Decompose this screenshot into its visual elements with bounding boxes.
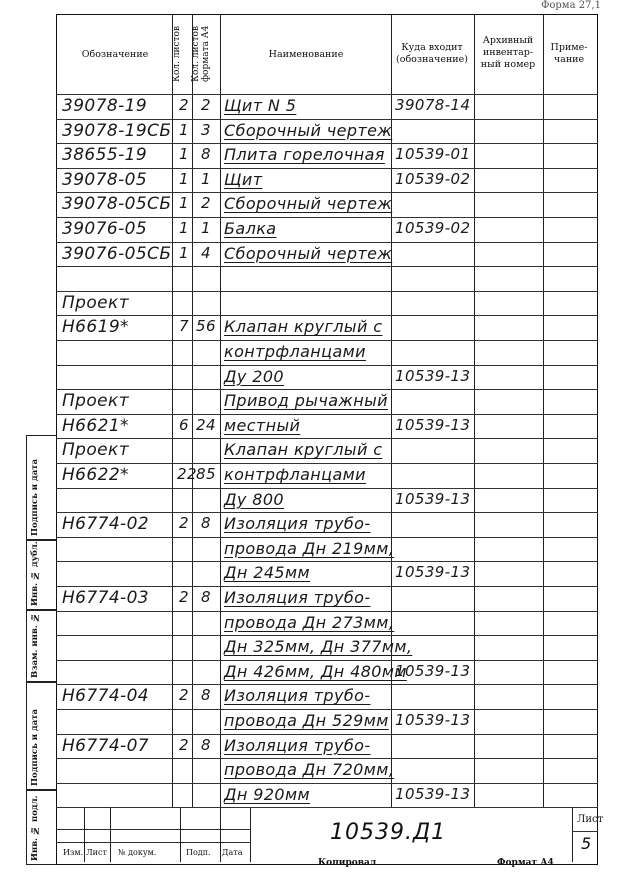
row-sheet-count: 1 bbox=[179, 243, 189, 262]
row-used-in: 10539-13 bbox=[395, 661, 471, 680]
row-sheet-count: 1 bbox=[179, 219, 189, 237]
row-a4-count: 8 bbox=[201, 145, 211, 164]
column-divider bbox=[220, 14, 221, 807]
row-divider bbox=[56, 537, 598, 538]
header-oboznachenie: Обозначение bbox=[81, 49, 149, 61]
row-a4-count: 1 bbox=[201, 169, 211, 188]
row-sheet-count: 2 bbox=[179, 514, 189, 533]
stamp-column-divider bbox=[250, 807, 251, 862]
row-name: Сборочный чертеж bbox=[224, 194, 393, 214]
row-designation: 39076-05 bbox=[62, 219, 148, 239]
row-designation: Н6621* bbox=[62, 415, 129, 436]
row-a4-count: 2 bbox=[201, 194, 211, 213]
row-name: контрфланцами bbox=[224, 465, 366, 484]
row-name: Дн 325мм, Дн 377мм, bbox=[224, 637, 413, 657]
row-used-in: 10539-13 bbox=[395, 415, 471, 434]
row-a4-count: 4 bbox=[201, 243, 211, 262]
row-name: Ду 800 bbox=[224, 489, 284, 509]
row-divider bbox=[56, 340, 598, 341]
row-divider bbox=[56, 709, 598, 710]
row-divider bbox=[56, 192, 598, 193]
row-a4-count: 3 bbox=[201, 120, 211, 139]
document-designation: 10539.Д1 bbox=[330, 820, 447, 845]
row-divider bbox=[56, 684, 598, 685]
row-divider bbox=[56, 168, 598, 169]
row-used-in: 10539-02 bbox=[395, 219, 471, 237]
row-sheet-count: 7 bbox=[179, 317, 189, 336]
row-a4-count: 8 bbox=[201, 514, 211, 533]
row-divider bbox=[56, 119, 598, 120]
row-sheet-count: 1 bbox=[179, 194, 189, 213]
stamp-column-divider bbox=[84, 807, 85, 862]
row-name: Балка bbox=[224, 219, 277, 238]
header-primechanie: Приме- чание bbox=[550, 42, 588, 65]
row-divider bbox=[56, 242, 598, 243]
stamp-column-divider bbox=[220, 807, 221, 862]
header-naimenovanie: Наименование bbox=[268, 49, 344, 61]
sheet-divider bbox=[572, 831, 598, 832]
row-name: Изоляция трубо- bbox=[224, 686, 371, 706]
row-a4-count: 85 bbox=[196, 465, 216, 483]
column-divider bbox=[172, 14, 173, 807]
row-used-in: 10539-13 bbox=[395, 563, 471, 582]
sheet-label: Лист bbox=[577, 814, 604, 825]
row-name: провода Дн 529мм bbox=[224, 711, 389, 730]
sheet-number: 5 bbox=[581, 834, 592, 853]
row-name: провода Дн 219мм, bbox=[224, 538, 395, 558]
row-name: Плита горелочная bbox=[224, 145, 385, 165]
stamp-podp: Подп. bbox=[186, 848, 211, 857]
row-sheet-count: 2 bbox=[179, 588, 189, 606]
row-designation: Проект bbox=[62, 391, 130, 412]
row-sheet-count: 6 bbox=[179, 415, 189, 434]
row-divider bbox=[56, 266, 598, 267]
stamp-izm: Изм. bbox=[63, 848, 84, 857]
row-divider bbox=[56, 586, 598, 587]
row-name: Привод рычажный bbox=[224, 391, 388, 411]
row-sheet-count: 2 bbox=[179, 96, 189, 114]
row-name: Щит bbox=[224, 169, 263, 189]
row-a4-count: 56 bbox=[196, 317, 216, 336]
row-sheet-count: 22 bbox=[177, 465, 197, 483]
row-designation: Н6619* bbox=[62, 317, 129, 338]
row-designation: Проект bbox=[62, 292, 130, 313]
row-divider bbox=[56, 291, 598, 292]
row-divider bbox=[56, 734, 598, 735]
row-divider bbox=[56, 315, 598, 316]
row-name: Изоляция трубо- bbox=[224, 514, 371, 534]
row-divider bbox=[56, 463, 598, 464]
side-stamp-label: Подпись и дата bbox=[30, 458, 40, 536]
stamp-column-divider bbox=[572, 807, 573, 862]
column-divider bbox=[192, 14, 193, 807]
row-name: Дн 920мм bbox=[224, 784, 310, 804]
row-designation: 38655-19 bbox=[62, 145, 148, 166]
row-name: Клапан круглый с bbox=[224, 440, 383, 460]
header-kol-listov: Кол. листов bbox=[172, 25, 182, 83]
header-kuda-vhodit: Куда входит (обозначение) bbox=[396, 42, 468, 65]
stamp-column-divider bbox=[110, 807, 111, 862]
row-divider bbox=[56, 660, 598, 661]
stamp-n-dokum: № докум. bbox=[118, 848, 157, 857]
row-divider bbox=[56, 365, 598, 366]
row-a4-count: 8 bbox=[201, 686, 211, 705]
row-sheet-count: 2 bbox=[179, 735, 189, 754]
header-arhivny: Архивный инвентар- ный номер bbox=[480, 35, 536, 70]
header-kol-listov-a4: Кол. листов формата А4 bbox=[191, 25, 211, 83]
row-designation: 39078-19СБ bbox=[62, 120, 172, 141]
row-divider bbox=[56, 414, 598, 415]
row-divider bbox=[56, 611, 598, 612]
row-name: контрфланцами bbox=[224, 342, 366, 361]
row-used-in: 10539-13 bbox=[395, 489, 471, 508]
row-a4-count: 1 bbox=[201, 219, 211, 237]
column-divider bbox=[543, 14, 544, 807]
stamp-data: Дата bbox=[222, 848, 243, 857]
stamp-list: Лист bbox=[86, 848, 107, 857]
row-a4-count: 8 bbox=[201, 588, 211, 606]
row-divider bbox=[56, 561, 598, 562]
side-stamp-label: Взам. инв. № bbox=[30, 612, 40, 678]
row-name: провода Дн 273мм, bbox=[224, 612, 395, 632]
row-used-in: 10539-13 bbox=[395, 366, 471, 385]
row-a4-count: 24 bbox=[196, 415, 216, 434]
side-stamp-label: Подпись и дата bbox=[30, 708, 40, 786]
row-name: местный bbox=[224, 415, 301, 435]
row-used-in: 10539-13 bbox=[395, 711, 471, 729]
row-name: Ду 200 bbox=[224, 366, 284, 386]
row-name: Щит N 5 bbox=[224, 96, 297, 115]
side-stamp-label: Инв. № подл. bbox=[30, 795, 40, 861]
row-designation: 39076-05СБ bbox=[62, 243, 172, 264]
row-designation: Н6622* bbox=[62, 465, 129, 485]
row-sheet-count: 1 bbox=[179, 145, 189, 164]
row-name: Сборочный чертеж bbox=[224, 120, 393, 140]
row-used-in: 10539-02 bbox=[395, 169, 471, 188]
row-sheet-count: 2 bbox=[179, 686, 189, 705]
row-designation: Н6774-03 bbox=[62, 588, 150, 608]
row-designation: Н6774-04 bbox=[62, 686, 150, 707]
row-divider bbox=[56, 143, 598, 144]
stamp-column-divider bbox=[180, 807, 181, 862]
row-divider bbox=[56, 94, 598, 95]
side-stamp-label: Инв. № дубл. bbox=[30, 541, 40, 606]
footer-kopiroval: Копировал bbox=[318, 858, 377, 868]
footer-format: Формат А4 bbox=[497, 858, 554, 868]
row-divider bbox=[56, 783, 598, 784]
row-name: Клапан круглый с bbox=[224, 317, 383, 337]
row-sheet-count: 1 bbox=[179, 169, 189, 188]
row-designation: Н6774-07 bbox=[62, 735, 150, 756]
row-name: провода Дн 720мм, bbox=[224, 760, 395, 780]
row-designation: 39078-19 bbox=[62, 96, 148, 116]
row-divider bbox=[56, 635, 598, 636]
row-divider bbox=[56, 488, 598, 489]
row-divider bbox=[56, 512, 598, 513]
row-name: Изоляция трубо- bbox=[224, 735, 371, 755]
row-used-in: 39078-14 bbox=[395, 96, 471, 114]
row-divider bbox=[56, 438, 598, 439]
row-designation: 39078-05СБ bbox=[62, 194, 172, 215]
row-name: Изоляция трубо- bbox=[224, 588, 371, 607]
row-designation: Н6774-02 bbox=[62, 514, 150, 535]
row-divider bbox=[56, 758, 598, 759]
row-designation: Проект bbox=[62, 440, 130, 461]
row-divider bbox=[56, 389, 598, 390]
row-name: Дн 245мм bbox=[224, 563, 310, 583]
row-a4-count: 8 bbox=[201, 735, 211, 754]
row-designation: 39078-05 bbox=[62, 169, 148, 190]
row-divider bbox=[56, 807, 598, 808]
row-divider bbox=[56, 217, 598, 218]
form-label: Форма 27,1 bbox=[541, 0, 601, 11]
column-divider bbox=[474, 14, 475, 807]
row-a4-count: 2 bbox=[201, 96, 211, 114]
row-sheet-count: 1 bbox=[179, 120, 189, 139]
row-name: Сборочный чертеж bbox=[224, 243, 393, 263]
row-used-in: 10539-01 bbox=[395, 145, 471, 164]
row-used-in: 10539-13 bbox=[395, 784, 471, 803]
row-name: Дн 426мм, Дн 480мм bbox=[224, 661, 407, 681]
